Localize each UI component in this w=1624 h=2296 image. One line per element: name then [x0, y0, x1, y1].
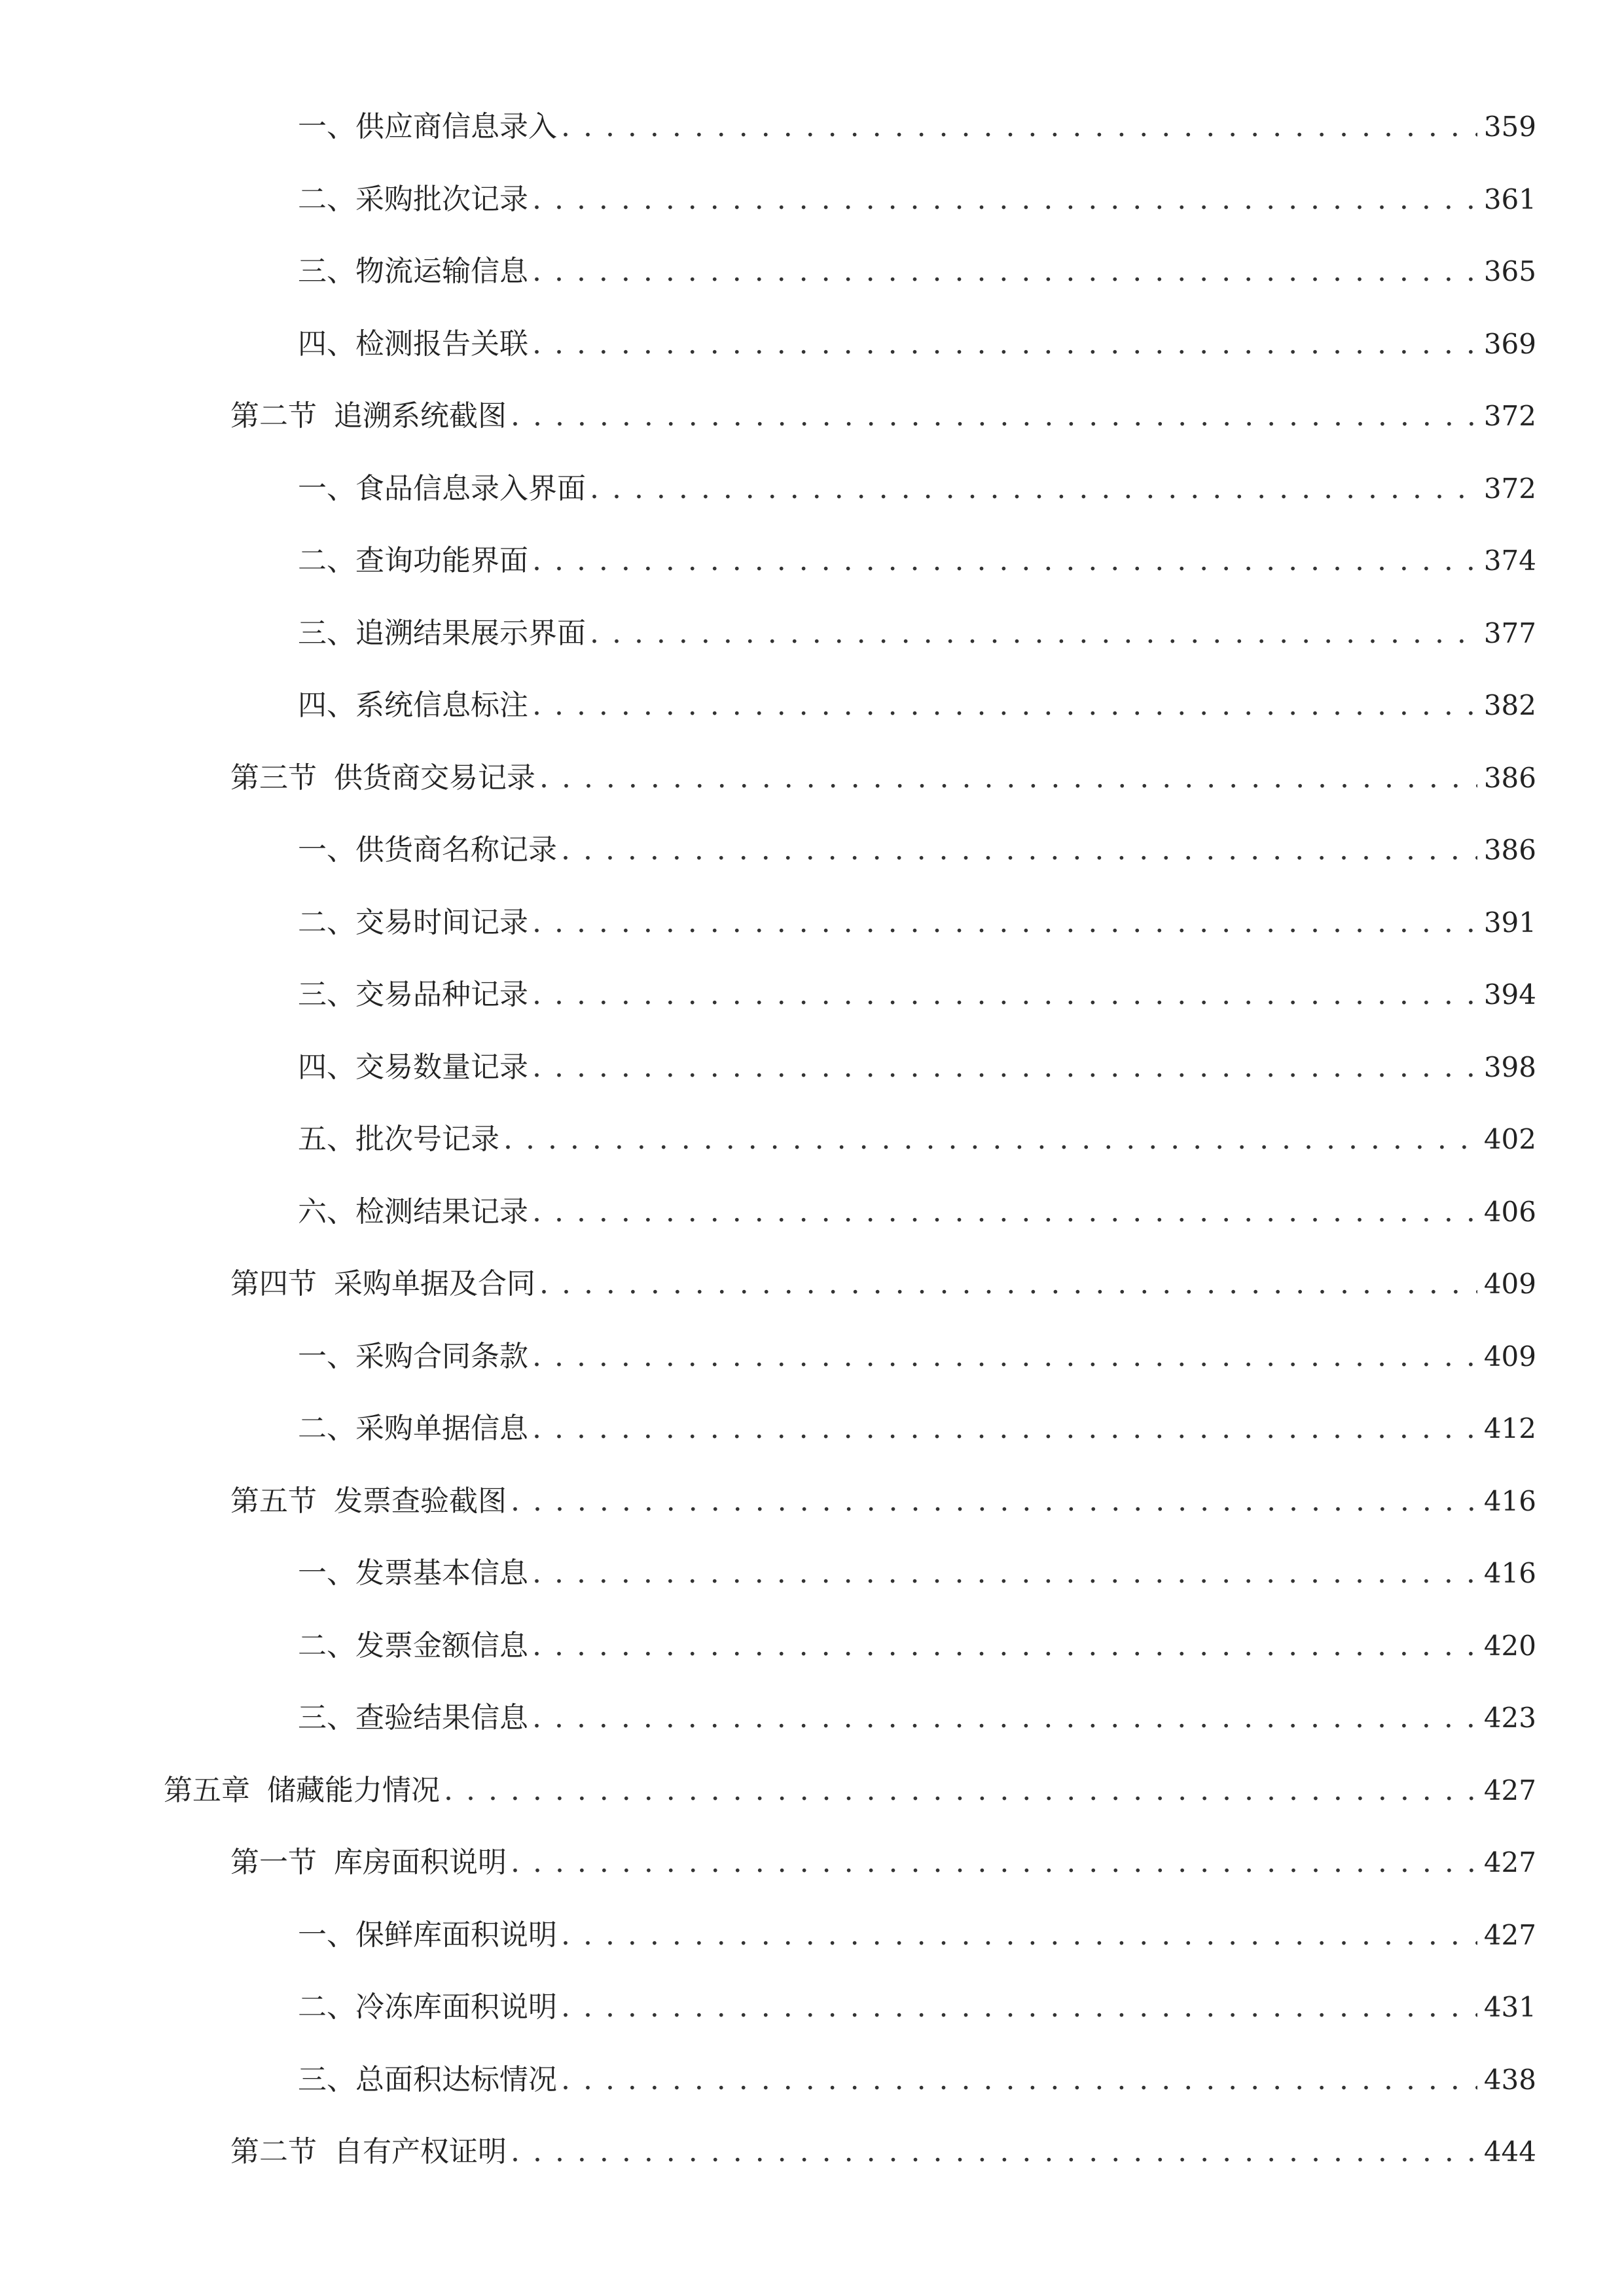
toc-entry-marker: 一、 — [298, 1556, 355, 1590]
dot-leader — [561, 1916, 1477, 1955]
toc-entry-marker: 一、 — [298, 110, 355, 143]
toc-entry[interactable] — [0, 452, 1624, 525]
toc-entry-page: 402 — [1483, 1123, 1536, 1155]
toc-entry-title: 食品信息录入界面 — [355, 471, 586, 505]
toc-entry[interactable] — [0, 1537, 1624, 1609]
toc-entry[interactable] — [0, 2043, 1624, 2116]
toc-entry-page: 391 — [1483, 906, 1536, 939]
toc-entry[interactable] — [0, 1681, 1624, 1754]
toc-entry-title: 采购单据及合同 — [334, 1267, 535, 1300]
toc-entry-page: 431 — [1483, 1991, 1536, 2023]
toc-entry-marker: 六、 — [298, 1194, 355, 1229]
toc-entry-marker: 一、 — [298, 471, 355, 505]
toc-entry-page: 369 — [1483, 327, 1536, 360]
toc-entry[interactable] — [0, 886, 1624, 959]
dot-leader — [511, 2132, 1477, 2172]
toc-entry-marker: 二、 — [298, 544, 355, 577]
toc-entry-title: 批次号记录 — [355, 1122, 499, 1156]
dot-leader — [561, 831, 1477, 870]
toc-entry-page: 372 — [1483, 472, 1536, 505]
toc-entry-page: 361 — [1483, 183, 1536, 215]
toc-entry[interactable] — [0, 1754, 1624, 1827]
toc-entry-marker: 第五章 — [164, 1773, 250, 1807]
toc-entry-marker: 二、 — [298, 905, 355, 939]
toc-entry[interactable] — [0, 1247, 1624, 1320]
toc-entry-title: 储藏能力情况 — [267, 1773, 440, 1807]
toc-entry[interactable] — [0, 814, 1624, 886]
toc-entry-marker: 四、 — [298, 689, 355, 722]
toc-entry-page: 427 — [1483, 1774, 1536, 1806]
dot-leader — [532, 541, 1477, 581]
toc-entry-title: 总面积达标情况 — [355, 2062, 557, 2096]
toc-entry-marker: 第一节 — [230, 1846, 317, 1879]
toc-entry[interactable] — [0, 1465, 1624, 1537]
dot-leader — [590, 614, 1477, 653]
toc-entry-marker: 二、 — [298, 1628, 355, 1662]
dot-leader — [532, 1048, 1477, 1087]
toc-entry-title: 供货商交易记录 — [334, 761, 535, 795]
toc-entry[interactable] — [0, 235, 1624, 308]
toc-entry-title: 查询功能界面 — [355, 544, 528, 577]
toc-entry-title: 检测结果记录 — [355, 1194, 528, 1229]
toc-entry[interactable] — [0, 2115, 1624, 2188]
toc-entry-title: 交易品种记录 — [355, 978, 528, 1011]
toc-entry-page: 444 — [1483, 2136, 1536, 2168]
toc-entry[interactable] — [0, 1826, 1624, 1899]
toc-entry[interactable] — [0, 308, 1624, 380]
dot-leader — [532, 1554, 1477, 1593]
toc-entry-title: 系统信息标注 — [355, 689, 528, 722]
toc-entry[interactable] — [0, 1392, 1624, 1465]
toc-entry-title: 自有产权证明 — [334, 2135, 507, 2168]
toc-entry-title: 采购批次记录 — [355, 182, 528, 216]
toc-entry[interactable] — [0, 1609, 1624, 1682]
toc-entry-title: 采购单据信息 — [355, 1412, 528, 1445]
dot-leader — [511, 397, 1477, 436]
toc-entry-page: 382 — [1483, 689, 1536, 721]
toc-entry-page: 374 — [1483, 545, 1536, 577]
toc-entry[interactable] — [0, 1971, 1624, 2043]
dot-leader — [561, 107, 1477, 147]
toc-entry-marker: 二、 — [298, 1412, 355, 1445]
toc-entry[interactable] — [0, 958, 1624, 1031]
toc-entry-page: 423 — [1483, 1702, 1536, 1734]
toc-entry-title: 交易数量记录 — [355, 1050, 528, 1084]
toc-entry-marker: 一、 — [298, 1918, 355, 1952]
toc-entry-marker: 第四节 — [230, 1267, 317, 1300]
toc-entry[interactable] — [0, 163, 1624, 236]
toc-entry-page: 394 — [1483, 978, 1536, 1011]
toc-entry-page: 386 — [1483, 834, 1536, 866]
toc-entry-title: 检测报告关联 — [355, 327, 528, 361]
toc-entry-title: 供货商名称记录 — [355, 833, 557, 867]
toc-entry-page: 398 — [1483, 1050, 1536, 1083]
toc-entry-title: 追溯系统截图 — [334, 399, 507, 433]
toc-entry-title: 采购合同条款 — [355, 1339, 528, 1373]
toc-entry-marker: 第二节 — [230, 399, 317, 433]
toc-entry-marker: 四、 — [298, 327, 355, 361]
toc-entry-title: 库房面积说明 — [334, 1846, 507, 1879]
toc-entry-marker: 二、 — [298, 182, 355, 216]
toc-entry[interactable] — [0, 1175, 1624, 1248]
toc-entry-marker: 一、 — [298, 833, 355, 867]
toc-entry-page: 386 — [1483, 761, 1536, 794]
dot-leader — [511, 1843, 1477, 1882]
toc-entry[interactable] — [0, 597, 1624, 670]
toc-entry-marker: 三、 — [298, 255, 355, 288]
dot-leader — [532, 1337, 1477, 1376]
toc-entry-page: 377 — [1483, 617, 1536, 649]
dot-leader — [532, 180, 1477, 219]
toc-entry-title: 发票基本信息 — [355, 1556, 528, 1590]
toc-entry-marker: 四、 — [298, 1050, 355, 1084]
toc-entry-page: 416 — [1483, 1557, 1536, 1589]
dot-leader — [532, 252, 1477, 291]
toc-entry-page: 359 — [1483, 111, 1536, 143]
toc-entry-page: 416 — [1483, 1484, 1536, 1517]
toc-entry[interactable] — [0, 524, 1624, 597]
dot-leader — [532, 1626, 1477, 1666]
table-of-contents — [0, 90, 1624, 2188]
toc-entry[interactable] — [0, 742, 1624, 814]
toc-entry-page: 427 — [1483, 1846, 1536, 1878]
toc-entry[interactable] — [0, 380, 1624, 452]
toc-entry[interactable] — [0, 1899, 1624, 1971]
toc-entry-title: 发票金额信息 — [355, 1628, 528, 1662]
dot-leader — [503, 1120, 1477, 1159]
dot-leader — [532, 903, 1477, 942]
toc-entry-page: 412 — [1483, 1412, 1536, 1444]
toc-entry-title: 追溯结果展示界面 — [355, 616, 586, 650]
toc-entry[interactable] — [0, 1031, 1624, 1103]
dot-leader — [532, 325, 1477, 364]
toc-entry-title: 查验结果信息 — [355, 1701, 528, 1734]
toc-entry-page: 427 — [1483, 1918, 1536, 1951]
dot-leader — [539, 1265, 1477, 1304]
toc-entry-marker: 第二节 — [230, 2135, 317, 2168]
dot-leader — [590, 469, 1477, 509]
toc-entry-marker: 三、 — [298, 616, 355, 650]
toc-entry-page: 409 — [1483, 1340, 1536, 1372]
toc-entry[interactable] — [0, 1103, 1624, 1175]
toc-entry-marker: 三、 — [298, 2062, 355, 2096]
toc-entry-title: 交易时间记录 — [355, 905, 528, 939]
toc-entry-title: 冷冻库面积说明 — [355, 1990, 557, 2024]
toc-entry-marker: 二、 — [298, 1990, 355, 2024]
dot-leader — [539, 759, 1477, 798]
toc-entry-page: 372 — [1483, 400, 1536, 432]
toc-entry-marker: 五、 — [298, 1122, 355, 1156]
toc-entry-page: 409 — [1483, 1268, 1536, 1300]
toc-entry-page: 420 — [1483, 1629, 1536, 1662]
toc-entry-page: 406 — [1483, 1195, 1536, 1228]
toc-entry-marker: 第三节 — [230, 761, 317, 795]
dot-leader — [511, 1482, 1477, 1521]
toc-entry-marker: 三、 — [298, 978, 355, 1011]
toc-entry-title: 保鲜库面积说明 — [355, 1918, 557, 1952]
dot-leader — [532, 686, 1477, 725]
dot-leader — [532, 975, 1477, 1014]
dot-leader — [532, 1698, 1477, 1738]
dot-leader — [561, 2060, 1477, 2100]
toc-entry[interactable] — [0, 669, 1624, 742]
toc-entry-marker: 三、 — [298, 1701, 355, 1734]
toc-entry-title: 物流运输信息 — [355, 255, 528, 288]
toc-entry-marker: 一、 — [298, 1339, 355, 1373]
toc-entry[interactable] — [0, 90, 1624, 163]
dot-leader — [561, 1988, 1477, 2027]
toc-entry-page: 438 — [1483, 2063, 1536, 2096]
dot-leader — [444, 1771, 1477, 1810]
toc-entry-marker: 第五节 — [230, 1484, 317, 1518]
dot-leader — [532, 1193, 1477, 1232]
toc-entry-title: 供应商信息录入 — [355, 110, 557, 143]
toc-entry-page: 365 — [1483, 255, 1536, 287]
dot-leader — [532, 1409, 1477, 1448]
toc-entry-title: 发票查验截图 — [334, 1484, 507, 1518]
toc-entry[interactable] — [0, 1320, 1624, 1393]
